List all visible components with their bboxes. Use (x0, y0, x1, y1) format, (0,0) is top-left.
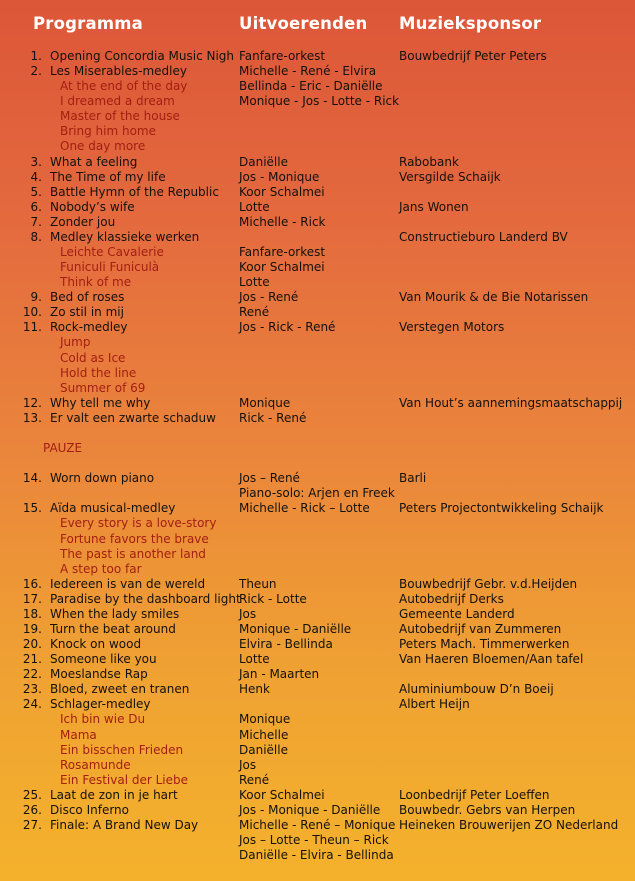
item-title: A step too far (60, 561, 142, 576)
item-title: Fortune favors the brave (60, 531, 209, 546)
item-title: Why tell me why (50, 395, 151, 410)
sub-item-row (0, 79, 635, 94)
item-title: Funiculi Funiculà (60, 260, 160, 275)
item-performers: Lotte (239, 199, 270, 214)
item-title: The Time of my life (50, 169, 166, 184)
item-number: 13. (22, 410, 42, 425)
item-title: Cold as Ice (60, 350, 126, 365)
item-performers: René (239, 772, 270, 787)
sub-item-row (0, 712, 635, 727)
item-performers: Jos - Monique - Daniëlle (239, 802, 381, 817)
program-row (0, 607, 635, 622)
item-performers: Jos - René (239, 290, 299, 305)
program-row (0, 426, 635, 441)
item-performers: Monique - Jos - Lotte - Rick (239, 94, 400, 109)
item-number: 20. (22, 637, 42, 652)
sub-item-row (0, 351, 635, 366)
item-sponsor: Van Mourik & de Bie Notarissen (399, 290, 589, 305)
item-number: 3. (30, 154, 42, 169)
item-title: I dreamed a dream (60, 94, 175, 109)
item-number: 24. (22, 697, 42, 712)
item-title: Someone like you (50, 652, 157, 667)
item-number: 25. (22, 787, 42, 802)
program-row (0, 215, 635, 230)
item-performers: Elvira - Bellinda (239, 637, 333, 652)
item-sponsor: Jans Wonen (399, 199, 469, 214)
program-row (0, 305, 635, 320)
sub-item-row (0, 562, 635, 577)
item-number: 16. (22, 576, 42, 591)
item-number: 18. (22, 606, 42, 621)
item-sponsor: Heineken Brouwerijen ZO Nederland (399, 817, 619, 832)
item-title: Think of me (60, 275, 132, 290)
program-row (0, 818, 635, 833)
item-performers: Fanfare-orkest (239, 49, 326, 63)
program-row (0, 788, 635, 803)
item-number: 8. (30, 229, 42, 244)
item-title: Ein Festival der Liebe (60, 772, 189, 787)
item-number: 10. (22, 305, 42, 320)
sub-item-row (0, 516, 635, 531)
item-title: What a feeling (50, 154, 138, 169)
item-number: 7. (30, 214, 42, 229)
item-number: 21. (22, 652, 42, 667)
sub-item-row (0, 743, 635, 758)
item-title: Mama (60, 727, 97, 742)
item-sponsor: Rabobank (399, 154, 459, 169)
item-sponsor: Van Haeren Bloemen/Aan tafel (399, 652, 584, 667)
item-title: Every story is a love-story (60, 516, 217, 531)
sub-item-row (0, 275, 635, 290)
item-performers: Lotte (239, 275, 270, 290)
item-title: Leichte Cavalerie (60, 245, 164, 260)
item-sponsor: Albert Heijn (399, 697, 470, 712)
item-performers: Monique (239, 712, 291, 727)
item-title: Rock-medley (50, 320, 128, 335)
item-performers: Rick - Lotte (239, 591, 307, 606)
item-sponsor: Bouwbedrijf Peter Peters (399, 49, 547, 63)
item-title: Battle Hymn of the Republic (50, 184, 219, 199)
item-sponsor: Barli (399, 471, 427, 486)
item-sponsor: Verstegen Motors (399, 320, 505, 335)
item-number: 2. (30, 64, 42, 79)
item-number: 27. (22, 817, 42, 832)
program-row (0, 200, 635, 215)
item-performers: Rick - René (239, 410, 307, 425)
program-row (0, 697, 635, 712)
item-number: 17. (22, 591, 42, 606)
item-number: 22. (22, 667, 42, 682)
item-number: 12. (22, 395, 42, 410)
item-number: 1. (30, 49, 42, 63)
item-number: 6. (30, 199, 42, 214)
item-performers: Jos – Lotte - Theun – Rick (239, 833, 389, 848)
program-row (0, 320, 635, 335)
sub-item-row (0, 245, 635, 260)
program-row (0, 456, 635, 471)
program-row (0, 396, 635, 411)
item-title: Rosamunde (60, 757, 131, 772)
sub-item-row (0, 139, 635, 154)
item-number: 19. (22, 621, 42, 636)
item-performers: Monique - Daniëlle (239, 621, 352, 636)
program-row (0, 230, 635, 245)
item-performers: René (239, 305, 270, 320)
item-title: Schlager-medley (50, 697, 151, 712)
program-row (0, 486, 635, 501)
item-number: 4. (30, 169, 42, 184)
sub-item-row (0, 94, 635, 109)
item-title: Jump (60, 335, 91, 350)
item-title: Opening Concordia Music Nigh (50, 49, 235, 63)
item-title: Bed of roses (50, 290, 125, 305)
item-title: Bring him home (60, 124, 156, 139)
item-sponsor: Bouwbedrijf Gebr. v.d.Heijden (399, 576, 578, 591)
item-title: Ich bin wie Du (60, 712, 146, 727)
item-performers: Henk (239, 682, 270, 697)
item-title: Er valt een zwarte schaduw (50, 410, 216, 425)
item-performers: Bellinda - Eric - Daniëlle (239, 79, 383, 94)
item-number: 14. (22, 471, 42, 486)
item-sponsor: Loonbedrijf Peter Loeffen (399, 787, 550, 802)
item-number: 26. (22, 802, 42, 817)
item-number: 5. (30, 184, 42, 199)
item-title: The past is another land (60, 546, 206, 561)
sub-item-row (0, 381, 635, 396)
item-performers: Michelle - Rick (239, 214, 326, 229)
sub-item-row (0, 547, 635, 562)
item-number: 11. (22, 320, 42, 335)
sub-item-row (0, 728, 635, 743)
item-title: One day more (60, 139, 146, 154)
program-row (0, 577, 635, 592)
item-title: Iedereen is van de wereld (50, 576, 206, 591)
item-performers: Michelle - Rick – Lotte (239, 501, 370, 516)
item-performers: Jos (239, 757, 257, 772)
item-title: Zo stil in mij (50, 305, 124, 320)
program-row (0, 170, 635, 185)
program-row (0, 155, 635, 170)
item-sponsor: Peters Projectontwikkeling Schaijk (399, 501, 604, 516)
item-sponsor: Autobedrijf Derks (399, 591, 504, 606)
item-title: Moeslandse Rap (50, 667, 148, 682)
program-row (0, 64, 635, 79)
program-row (0, 592, 635, 607)
item-title: Worn down piano (50, 471, 155, 486)
program-row (0, 848, 635, 863)
sub-item-row (0, 260, 635, 275)
item-performers: Jos - Monique (239, 169, 320, 184)
item-title: Turn the beat around (50, 621, 176, 636)
pause-row (0, 441, 635, 456)
item-title: Medley klassieke werken (50, 229, 200, 244)
item-performers: Jos – René (239, 471, 300, 486)
item-title: Finale: A Brand New Day (50, 817, 199, 832)
item-title: Aïda musical-medley (50, 501, 176, 516)
program-row (0, 49, 635, 64)
program-row (0, 682, 635, 697)
item-title: Paradise by the dashboard light (50, 591, 241, 606)
item-performers: Jos (239, 606, 257, 621)
sub-item-row (0, 773, 635, 788)
item-title: Laat de zon in je hart (50, 787, 178, 802)
item-performers: Lotte (239, 652, 270, 667)
program-row (0, 501, 635, 516)
item-title: Bloed, zweet en tranen (50, 682, 190, 697)
item-performers: Michelle (239, 727, 289, 742)
program-row (0, 471, 635, 486)
item-number: 15. (22, 501, 42, 516)
item-sponsor: Constructieburo Landerd BV (399, 229, 568, 244)
program-row (0, 637, 635, 652)
item-sponsor: Gemeente Landerd (399, 606, 515, 621)
item-number: 9. (30, 290, 42, 305)
program-row (0, 833, 635, 848)
item-title: Ein bisschen Frieden (60, 742, 184, 757)
item-performers: Jos - Rick - René (239, 320, 336, 335)
item-performers: Piano-solo: Arjen en Freek (239, 486, 395, 501)
item-title: At the end of the day (60, 79, 188, 94)
program-row (0, 185, 635, 200)
item-performers: Daniëlle - Elvira - Bellinda (239, 848, 394, 863)
item-performers: Fanfare-orkest (239, 245, 326, 260)
program-row (0, 652, 635, 667)
sub-item-row (0, 124, 635, 139)
header-program: Programma (33, 14, 143, 33)
item-performers: Daniëlle (239, 742, 288, 757)
sub-item-row (0, 335, 635, 350)
item-performers: Koor Schalmei (239, 184, 325, 199)
item-sponsor: Bouwbedr. Gebrs van Herpen (399, 802, 576, 817)
item-title: When the lady smiles (50, 606, 180, 621)
item-performers: Koor Schalmei (239, 260, 325, 275)
header-sponsor: Muzieksponsor (399, 14, 542, 33)
item-title: Knock on wood (50, 637, 142, 652)
item-title: PAUZE (43, 441, 83, 456)
item-sponsor: Peters Mach. Timmerwerken (399, 637, 570, 652)
item-number: 23. (22, 682, 42, 697)
sub-item-row (0, 532, 635, 547)
item-performers: Monique (239, 395, 291, 410)
program-row (0, 411, 635, 426)
sub-item-row (0, 758, 635, 773)
item-performers: Jan - Maarten (239, 667, 320, 682)
item-title: Disco Inferno (50, 802, 130, 817)
program-row (0, 803, 635, 818)
item-title: Zonder jou (50, 214, 116, 229)
item-performers: Michelle - René – Monique (239, 817, 396, 832)
item-performers: Koor Schalmei (239, 787, 325, 802)
item-title: Master of the house (60, 109, 180, 124)
sub-item-row (0, 109, 635, 124)
item-title: Nobody’s wife (50, 199, 135, 214)
item-performers: Daniëlle (239, 154, 288, 169)
program-row (0, 667, 635, 682)
program-row (0, 290, 635, 305)
item-performers: Theun (239, 576, 277, 591)
item-title: Summer of 69 (60, 380, 146, 395)
item-sponsor: Van Hout’s aannemingsmaatschappij (399, 395, 623, 410)
program-list (0, 49, 635, 863)
item-title: Hold the line (60, 365, 137, 380)
item-performers: Michelle - René - Elvira (239, 64, 377, 79)
item-sponsor: Aluminiumbouw D’n Boeij (399, 682, 554, 697)
program-row (0, 622, 635, 637)
item-title: Les Miserables-medley (50, 64, 187, 79)
sub-item-row (0, 366, 635, 381)
item-sponsor: Autobedrijf van Zummeren (399, 621, 562, 636)
item-sponsor: Versgilde Schaijk (399, 169, 501, 184)
header-performers: Uitvoerenden (239, 14, 368, 33)
